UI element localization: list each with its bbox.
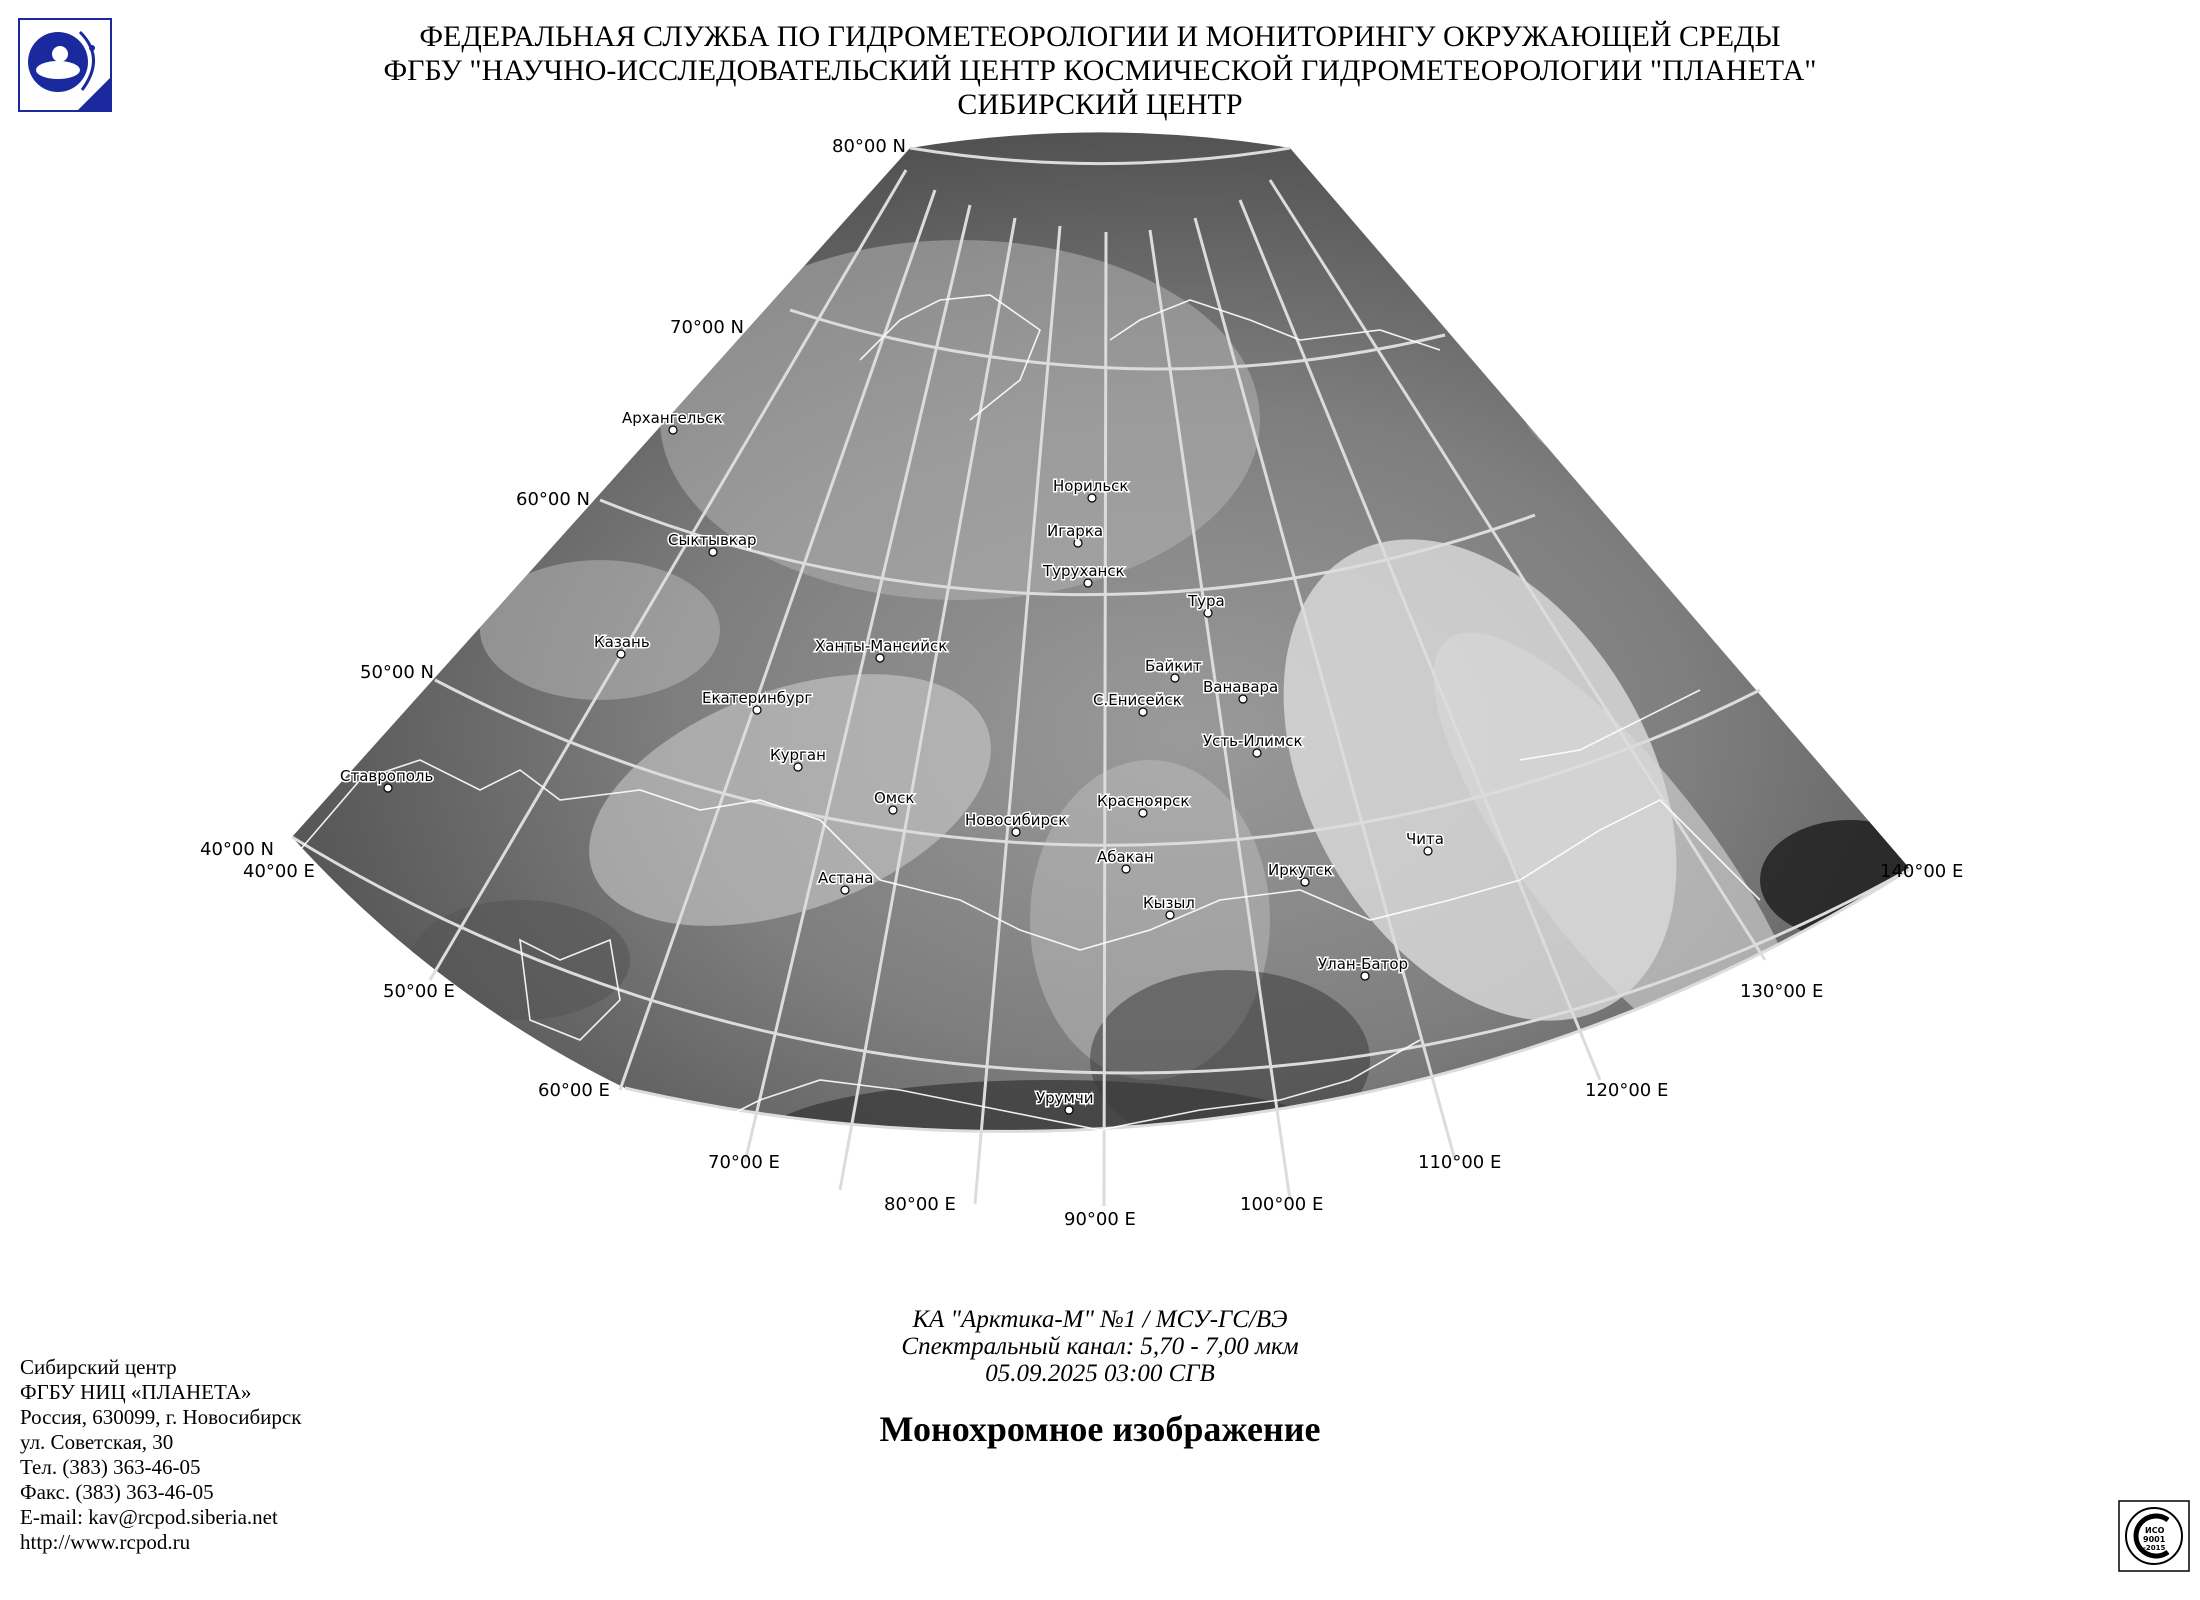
address-line: Сибирский центр xyxy=(20,1355,177,1379)
address-line: Россия, 630099, г. Новосибирск xyxy=(20,1405,302,1429)
city-ekaterinburg: Екатеринбург xyxy=(702,689,813,707)
city-novosibirsk: Новосибирск xyxy=(965,811,1068,829)
city-khanty-mansiysk: Ханты-Мансийск xyxy=(815,637,948,655)
lon-label-90: 90°00 E xyxy=(1064,1209,1136,1230)
city-turukhansk: Туруханск xyxy=(1043,562,1125,580)
city-kurgan: Курган xyxy=(770,746,826,764)
lon-label-100: 100°00 E xyxy=(1240,1194,1324,1215)
city-ulan-bator: Улан-Батор xyxy=(1318,955,1409,973)
city-astana: Астана xyxy=(818,869,874,887)
city-igarka: Игарка xyxy=(1047,522,1104,540)
image-caption xyxy=(0,1306,2200,1387)
city-s-eniseysk: С.Енисейск xyxy=(1093,691,1182,709)
address-line: ул. Советская, 30 xyxy=(20,1430,174,1454)
lon-label-70: 70°00 E xyxy=(708,1152,780,1173)
cert-text-3: -2015 xyxy=(2143,1544,2166,1552)
city-kazan: Казань xyxy=(594,633,650,651)
address-email: E-mail: kav@rcpod.siberia.net xyxy=(20,1505,278,1529)
city-chita: Чита xyxy=(1406,830,1444,848)
address-website: http://www.rcpod.ru xyxy=(20,1530,191,1554)
address-block xyxy=(20,1355,301,1555)
city-irkutsk: Иркутск xyxy=(1268,861,1333,879)
lat-label-70: 70°00 N xyxy=(670,317,744,338)
caption-channel: Спектральный канал: 5,70 - 7,00 мкм xyxy=(901,1333,1299,1360)
lon-label-110: 110°00 E xyxy=(1418,1152,1502,1173)
lon-label-130: 130°00 E xyxy=(1740,981,1824,1002)
city-ust-ilimsk: Усть-Илимск xyxy=(1203,732,1303,750)
water-vapour-imagery xyxy=(250,130,1950,1230)
lon-label-60: 60°00 E xyxy=(538,1080,610,1101)
caption-satellite: КА "Арктика-М" №1 / МСУ-ГС/ВЭ xyxy=(912,1306,1288,1333)
lon-label-80: 80°00 E xyxy=(884,1194,956,1215)
lat-label-40: 40°00 N xyxy=(200,839,274,860)
city-urumqi: Урумчи xyxy=(1036,1089,1094,1107)
lat-label-60: 60°00 N xyxy=(516,489,590,510)
city-vanavara: Ванавара xyxy=(1203,678,1279,696)
lon-label-140: 140°00 E xyxy=(1880,861,1964,882)
address-line: ФГБУ НИЦ «ПЛАНЕТА» xyxy=(20,1380,252,1404)
city-abakan: Абакан xyxy=(1097,848,1154,866)
city-baykit: Байкит xyxy=(1145,657,1202,675)
caption-datetime: 05.09.2025 03:00 СГВ xyxy=(985,1360,1215,1387)
header-line-1: ФЕДЕРАЛЬНАЯ СЛУЖБА ПО ГИДРОМЕТЕОРОЛОГИИ И МОНИТОРИНГУ ОКРУЖАЮЩЕЙ СРЕДЫ xyxy=(419,20,1781,53)
iso-certification-badge-icon xyxy=(2118,1500,2190,1572)
city-tura: Тура xyxy=(1188,592,1225,610)
cert-text-2: 9001 xyxy=(2143,1535,2166,1544)
cert-text-1: ИСО xyxy=(2145,1526,2165,1535)
address-phone: Тел. (383) 363-46-05 xyxy=(20,1455,201,1479)
city-syktyvkar: Сыктывкар xyxy=(668,531,757,549)
city-omsk: Омск xyxy=(874,789,915,807)
city-norilsk: Норильск xyxy=(1053,477,1129,495)
lon-label-50: 50°00 E xyxy=(383,981,455,1002)
city-stavropol: Ставрополь xyxy=(340,767,434,785)
lon-label-40: 40°00 E xyxy=(243,861,315,882)
header-line-3: СИБИРСКИЙ ЦЕНТР xyxy=(957,88,1243,121)
lat-label-80: 80°00 N xyxy=(832,136,906,157)
city-krasnoyarsk: Красноярск xyxy=(1097,792,1190,810)
lon-label-120: 120°00 E xyxy=(1585,1080,1669,1101)
city-arkhangelsk: Архангельск xyxy=(622,409,723,427)
header-line-2: ФГБУ "НАУЧНО-ИССЛЕДОВАТЕЛЬСКИЙ ЦЕНТР КОСМИЧЕСКОЙ ГИДРОМЕТЕОРОЛОГИИ "ПЛАНЕТА" xyxy=(383,54,1817,87)
city-kyzyl: Кызыл xyxy=(1143,894,1195,912)
address-fax: Факс. (383) 363-46-05 xyxy=(20,1480,214,1504)
lat-label-50: 50°00 N xyxy=(360,662,434,683)
caption-title: Монохромное изображение xyxy=(879,1409,1321,1449)
